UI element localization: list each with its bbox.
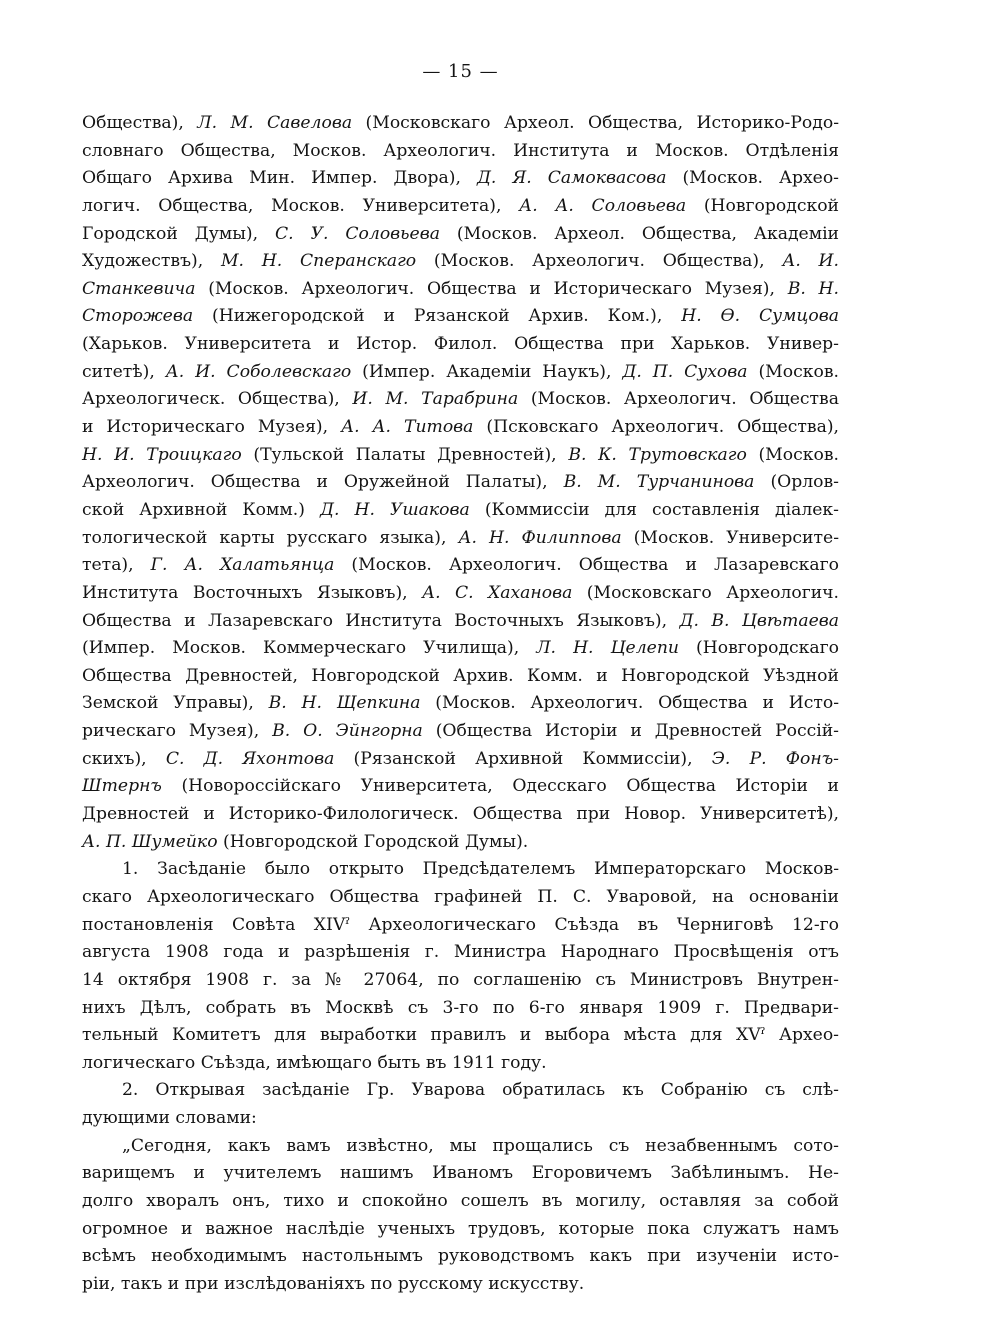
text-line: Общаго Архива Мин. Импер. Двора), Д. Я. Самоквасова (Москов. Архео- [82,168,839,189]
text-line: Городской Думы), С. У. Соловьева (Москов. Археол. Общества, Академіи [82,223,840,244]
page-number: — 15 — [422,61,499,82]
text-line: скихъ), С. Д. Яхонтова (Рязанской Архивной Коммиссіи), Э. Р. Фонъ- [82,748,839,769]
text-line: логическаго Съѣзда, имѣющаго быть въ 1911 году. [82,1052,547,1073]
text-line: августа 1908 года и разрѣшенія г. Министра Народнаго Просвѣщенія отъ [82,942,839,963]
text-line: Института Восточныхъ Языковъ), А. С. Хаханова (Московскаго Археологич. [82,582,839,603]
text-line: постановленія Совѣта XIVˀ Археологическаго Съѣзда въ Черниговѣ 12-го [82,914,839,935]
text-line: логич. Общества, Москов. Университета), А. А. Соловьева (Новгородской [82,195,840,216]
text-line: и Историческаго Музея), А. А. Титова (Псковскаго Археологич. Общества), [82,417,839,438]
text-line: Штернъ (Новороссійскаго Университета, Одесскаго Общества Исторіи и [82,776,839,797]
text-line: нихъ Дѣлъ, собрать въ Москвѣ съ 3-го по 6-го января 1909 г. Предвари- [82,997,839,1018]
text-line: 2. Открывая засѣданіе Гр. Уварова обратилась къ Собранію съ слѣ- [122,1080,839,1101]
text-line: А. П. Шумейко (Новгородской Городской Думы). [82,831,529,852]
text-line: Художествъ), М. Н. Сперанскаго (Москов. Археологич. Общества), А. И. [82,251,840,272]
text-line: Н. И. Троицкаго (Тульской Палаты Древностей), В. К. Трутовскаго (Москов. [82,444,839,465]
text-line: варищемъ и учителемъ нашимъ Иваномъ Егоровичемъ Забѣлинымъ. Не- [82,1163,839,1184]
text-line: огромное и важное наслѣдіе ученыхъ трудовъ, которые пока служатъ намъ [82,1218,839,1239]
text-line: Сторожева (Нижегородской и Рязанской Архив. Ком.), Н. Ѳ. Сумцова [82,306,839,327]
text-line: 14 октября 1908 г. за № 27064, по соглашенію съ Министровъ Внутрен- [82,969,839,990]
body-text [82,110,839,1299]
text-line: Общества Древностей, Новгородской Архив. Комм. и Новгородской Уѣздной [82,665,839,686]
text-line: тологической карты русскаго языка), А. Н. Филиппова (Москов. Университе- [82,527,840,548]
text-line: долго хворалъ онъ, тихо и спокойно сошелъ въ могилу, оставляя за собой [82,1190,839,1211]
text-line: скаго Археологическаго Общества графиней П. С. Уваровой, на основаніи [82,886,839,907]
text-line: Древностей и Историко-Филологическ. Общества при Новор. Университетѣ), [82,804,839,825]
text-line: ріи, такъ и при изслѣдованіяхъ по русскому искусству. [82,1273,585,1294]
text-line: дующими словами: [82,1108,257,1129]
text-line: Археологич. Общества и Оружейной Палаты), В. М. Турчанинова (Орлов- [82,472,839,493]
text-line: Земской Управы), В. Н. Щепкина (Москов. Археологич. Общества и Исто- [82,693,839,714]
text-line: ситетѣ), А. И. Соболевскаго (Импер. Академіи Наукъ), Д. П. Сухова (Москов. [82,361,839,382]
text-line: „Сегодня, какъ вамъ извѣстно, мы прощались съ незабвеннымъ сото- [122,1135,839,1156]
text-line: Общества и Лазаревскаго Института Восточныхъ Языковъ), Д. В. Цвѣтаева [82,610,839,631]
text-line: словнаго Общества, Москов. Археологич. Института и Москов. Отдѣленія [82,140,839,161]
text-line: Станкевича (Москов. Археологич. Общества и Историческаго Музея), В. Н. [82,278,839,299]
text-line: 1. Засѣданіе было открыто Предсѣдателемъ Императорскаго Москов- [122,859,839,880]
text-line: (Импер. Москов. Коммерческаго Училища), Л. Н. Целепи (Новгородскаго [82,638,839,659]
text-line: Археологическ. Общества), И. М. Тарабрина (Москов. Археологич. Общества [82,389,839,410]
text-line: ской Архивной Комм.) Д. Н. Ушакова (Коммиссіи для составленія діалек- [82,499,839,520]
text-line: тета), Г. А. Халатьянца (Москов. Археологич. Общества и Лазаревскаго [82,555,839,576]
text-line: (Харьков. Университета и Истор. Филол. Общества при Харьков. Универ- [82,334,839,355]
text-line: всѣмъ необходимымъ настольнымъ руководствомъ какъ при изученіи исто- [82,1246,839,1267]
text-line: Общества), Л. М. Савелова (Московскаго Археол. Общества, Историко-Родо- [82,113,839,133]
text-line: тельный Комитетъ для выработки правилъ и выбора мѣста для XVˀ Архео- [82,1025,839,1046]
text-line: рическаго Музея), В. О. Эйнгорна (Общества Исторіи и Древностей Россій- [82,721,839,742]
